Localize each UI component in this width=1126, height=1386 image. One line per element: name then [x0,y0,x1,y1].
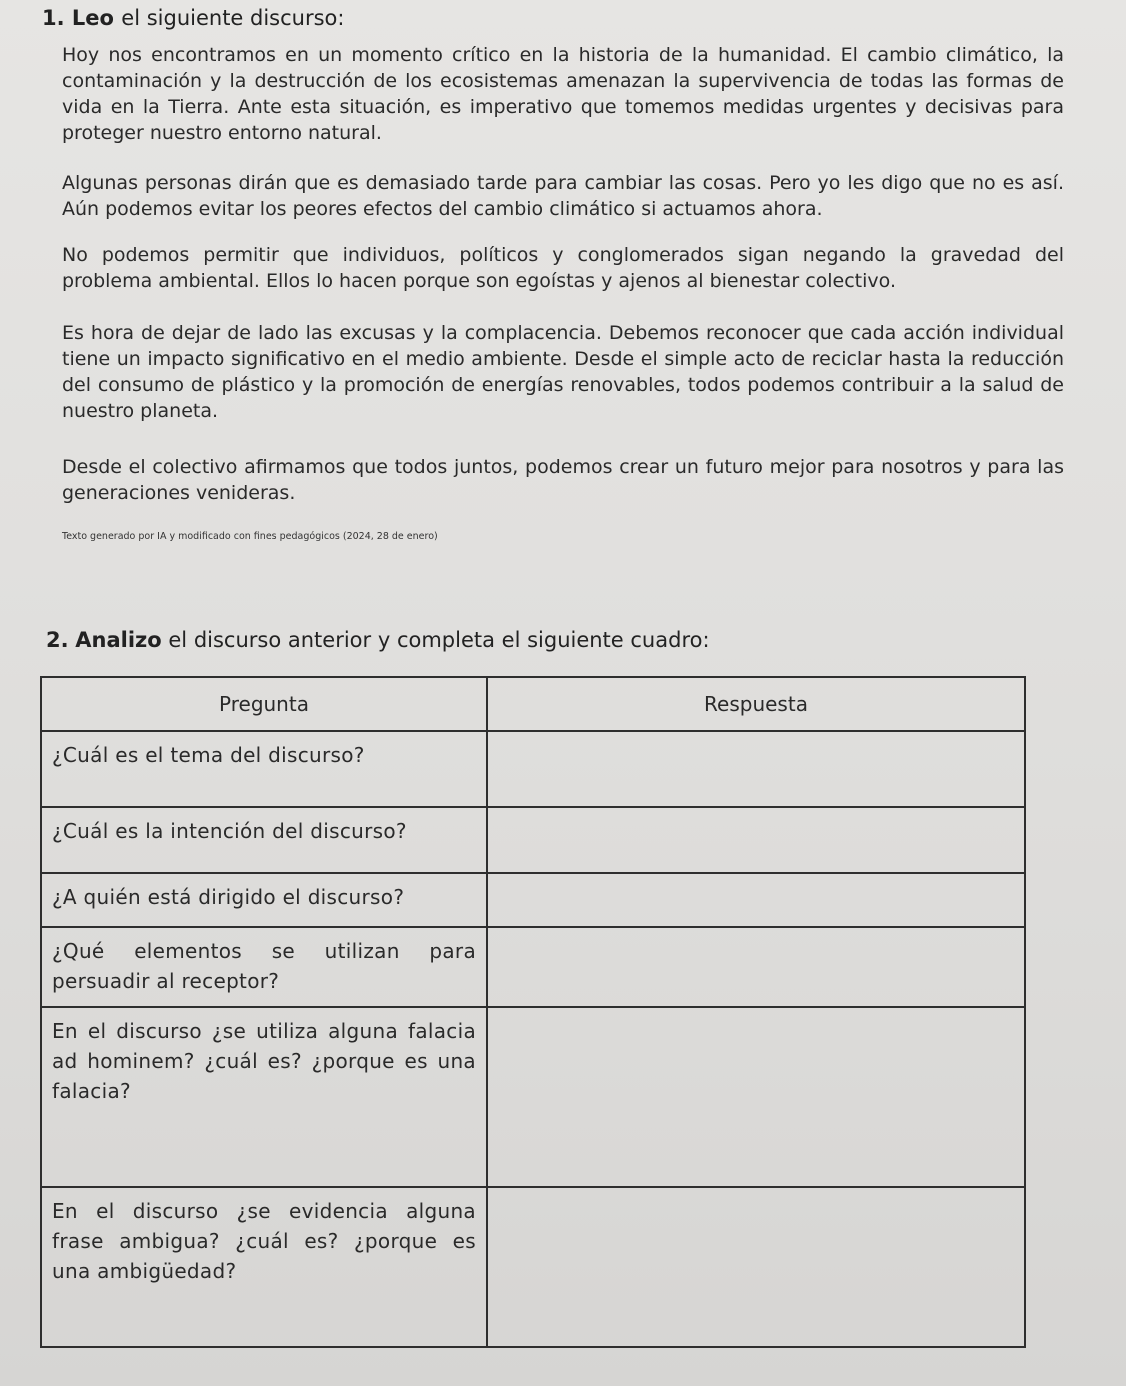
speech-paragraph-5: Desde el colectivo afirmamos que todos juntos, podemos crear un futuro mejor para nosotros y para las generaciones venideras. [62,456,1064,504]
activity-2-title [46,628,710,652]
activity-1-title [42,6,344,30]
answer-cell[interactable] [487,927,1025,1007]
answer-cell[interactable] [487,1007,1025,1187]
table-row [41,731,1025,807]
question-cell: ¿Cuál es el tema del discurso? [41,731,487,807]
speech-paragraph-1: Hoy nos encontramos en un momento crítico en la historia de la humanidad. El cambio climático, la contaminación y la destrucción de los ecosistemas amenazan la supervivencia de todas las formas de vida en la Tierra. Ante esta situación, es imperativo que tomemos medidas urgentes y decisivas para proteger nuestro entorno natural. [62,44,1064,144]
question-cell: ¿Qué elementos se utilizan para persuadir al receptor? [41,927,487,1007]
question-cell: ¿Cuál es la intención del discurso? [41,807,487,873]
header-answer: Respuesta [487,677,1025,731]
source-citation: Texto generado por IA y modificado con fines pedagógicos (2024, 28 de enero) [62,531,438,542]
question-cell: En el discurso ¿se evidencia alguna frase ambigua? ¿cuál es? ¿porque es una ambigüedad? [41,1187,487,1347]
answer-cell[interactable] [487,873,1025,927]
speech-paragraph-2: Algunas personas dirán que es demasiado tarde para cambiar las cosas. Pero yo les digo que no es así. Aún podemos evitar los peores efectos del cambio climático si actuamos ahora. [62,172,1064,220]
speech-text [62,42,1064,574]
activity-1-instruction: el siguiente discurso: [121,6,345,30]
table-row [41,807,1025,873]
table-row [41,873,1025,927]
answer-cell[interactable] [487,807,1025,873]
activity-2-instruction: el discurso anterior y completa el siguiente cuadro: [168,628,710,652]
table-row [41,927,1025,1007]
table-header-row [41,677,1025,731]
table-row [41,1007,1025,1187]
analysis-table [40,676,1026,1348]
activity-2-verb: Analizo [75,628,162,652]
question-cell: En el discurso ¿se utiliza alguna falacia ad hominem? ¿cuál es? ¿porque es una falacia? [41,1007,487,1187]
activity-1-verb: Leo [71,6,114,30]
answer-cell[interactable] [487,1187,1025,1347]
speech-paragraph-4: Es hora de dejar de lado las excusas y la complacencia. Debemos reconocer que cada acción individual tiene un impacto significativo en el medio ambiente. Desde el simple acto de reciclar hasta la reducción del consumo de plástico y la promoción de energías renovables, todos podemos contribuir a la salud de nuestro planeta. [62,322,1064,422]
question-cell: ¿A quién está dirigido el discurso? [41,873,487,927]
header-question: Pregunta [41,677,487,731]
answer-cell[interactable] [487,731,1025,807]
activity-1-number: 1. [42,6,65,30]
activity-2-number: 2. [46,628,69,652]
table-row [41,1187,1025,1347]
speech-paragraph-3: No podemos permitir que individuos, políticos y conglomerados sigan negando la gravedad del problema ambiental. Ellos lo hacen porque son egoístas y ajenos al bienestar colectivo. [62,244,1064,292]
